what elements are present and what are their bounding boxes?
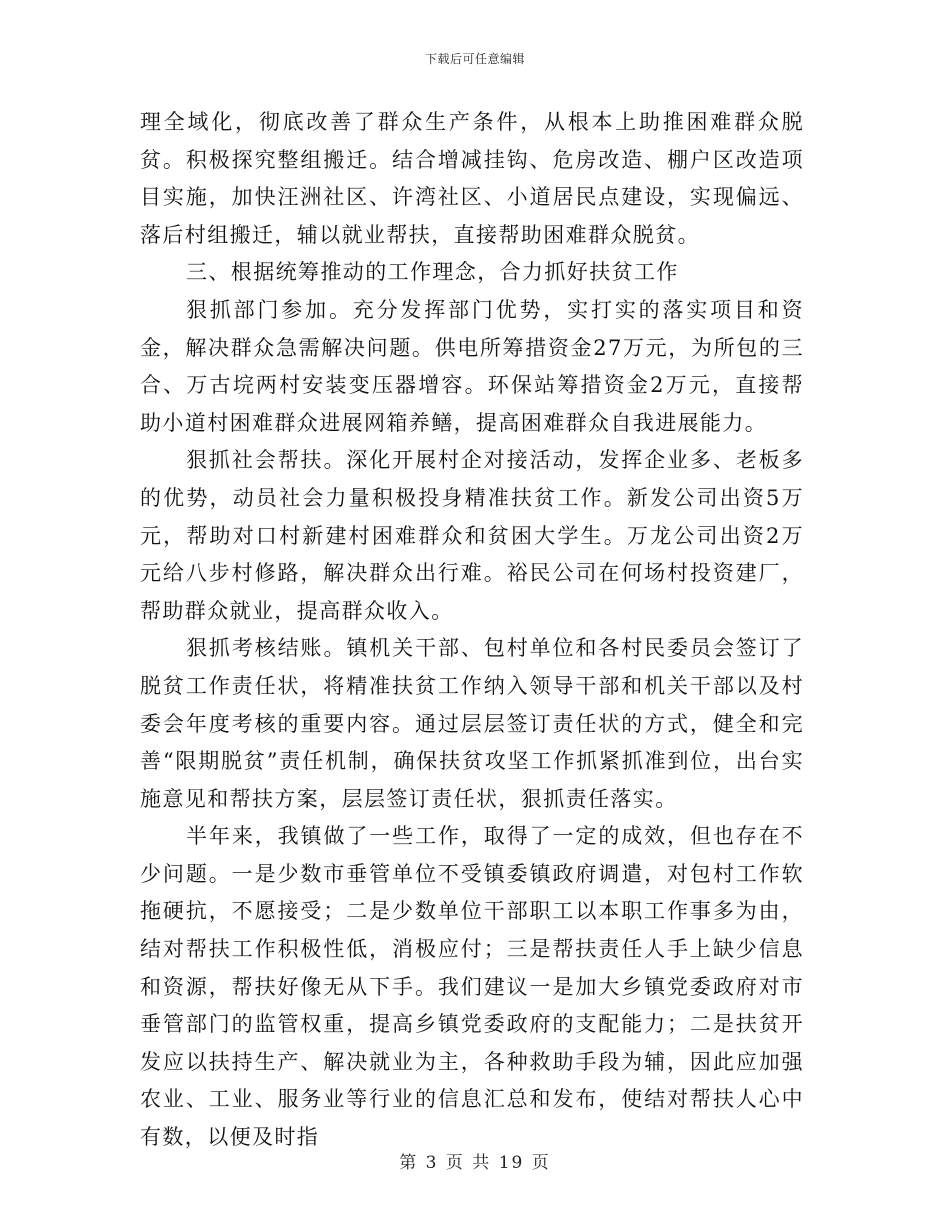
paragraph-summary: 半年来，我镇做了一些工作，取得了一定的成效，但也存在不少问题。一是少数市垂管单位不受镇委镇政府调遣，对包村工作软拖硬抗，不愿接受；二是少数单位干部职工以本职工作事多为由，结对帮扶工作积极性低，消极应付；三是帮扶责任人手上缺少信息和资源，帮扶好像无从下手。我们建议一是加大乡镇党委政府对市垂管部门的监管权重，提高乡镇党委政府的支配能力；二是扶贫开发应以扶持生产、解决就业为主，各种救助手段为辅，因此应加强农业、工业、服务业等行业的信息汇总和发布，使结对帮扶人心中有数，以便及时指 — [140, 824, 804, 1150]
paragraph-assessment: 狠抓考核结账。镇机关干部、包村单位和各村民委员会签订了脱贫工作责任状，将精准扶贫工作纳入领导干部和机关干部以及村委会年度考核的重要内容。通过层层签订责任状的方式，健全和完善“限期脱贫”责任机制，确保扶贫攻坚工作抓紧抓准到位，出台实施意见和帮扶方案，层层签订责任状，狠抓责任落实。 — [140, 636, 804, 811]
page-header: 下载后可任意编辑 — [424, 52, 525, 66]
document-body — [140, 104, 804, 1157]
paragraph-social-aid: 狠抓社会帮扶。深化开展村企对接活动，发挥企业多、老板多的优势，动员社会力量积极投身精准扶贫工作。新发公司出资5万元，帮助对口村新建村困难群众和贫困大学生。万龙公司出资2万元给八步村修路，解决群众出行难。裕民公司在何场村投资建厂，帮助群众就业，提高群众收入。 — [140, 448, 804, 623]
section-heading: 三、根据统筹推动的工作理念，合力抓好扶贫工作 — [186, 260, 679, 285]
paragraph-1: 理全域化，彻底改善了群众生产条件，从根本上助推困难群众脱贫。积极探究整组搬迁。结合增减挂钩、危房改造、棚户区改造项目实施，加快汪洲社区、许湾社区、小道居民点建设，实现偏远、落后村组搬迁，辅以就业帮扶，直接帮助困难群众脱贫。 — [140, 110, 804, 247]
page-number: 第 3 页 共 19 页 — [399, 1153, 551, 1173]
paragraph-department: 狠抓部门参加。充分发挥部门优势，实打实的落实项目和资金，解决群众急需解决问题。供电所筹措资金27万元，为所包的三合、万古垸两村安装变压器增容。环保站筹措资金2万元，直接帮助小道村困难群众进展网箱养鳝，提高困难群众自我进展能力。 — [140, 297, 804, 435]
